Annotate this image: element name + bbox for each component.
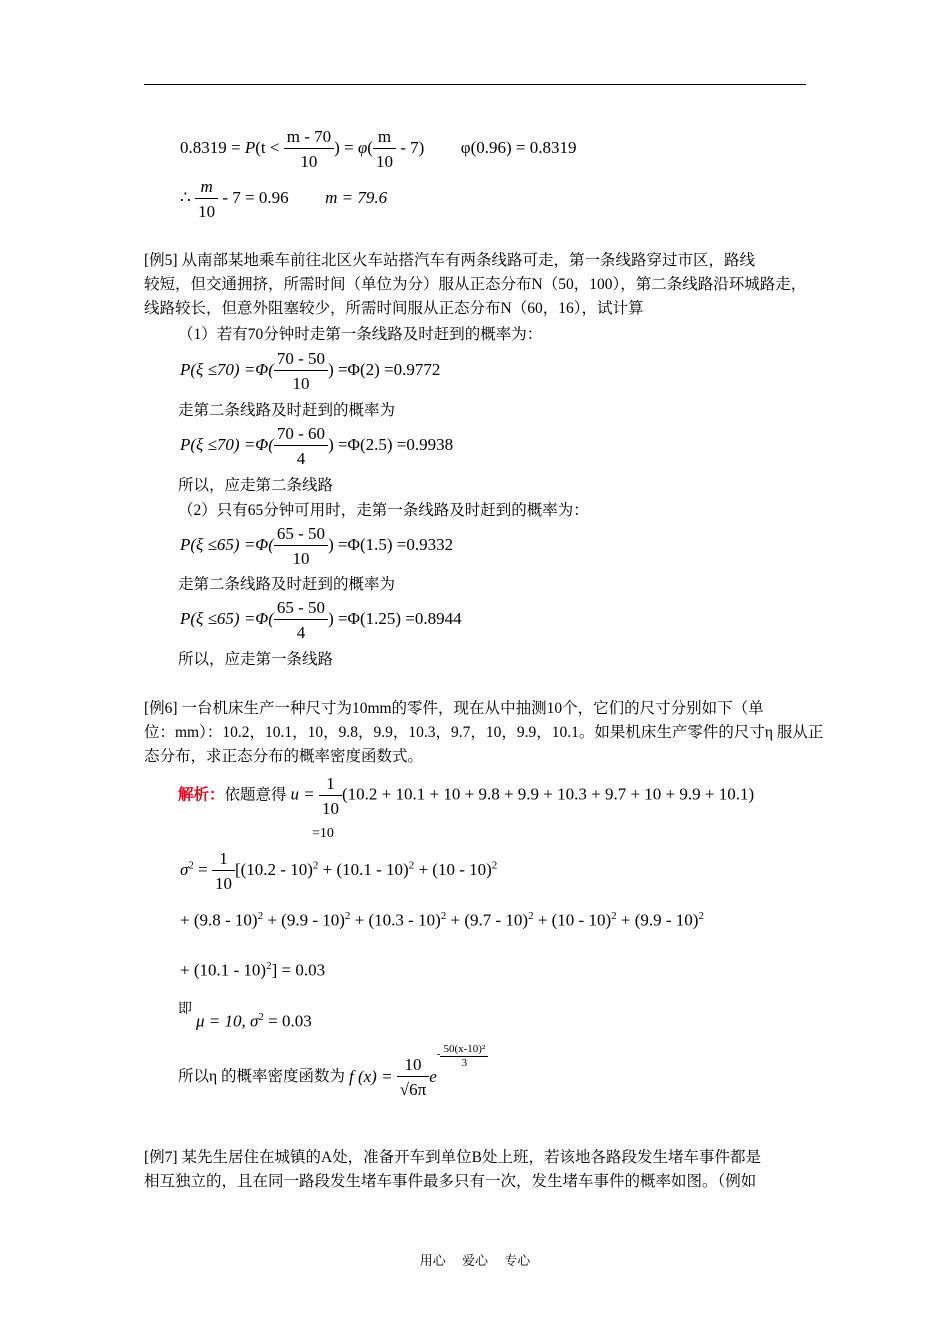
eq1-tail: - 7) <box>395 137 425 157</box>
therefore-symbol: ∴ <box>180 187 191 207</box>
eq2-num: m <box>195 178 218 199</box>
ex6-u-den: 10 <box>322 799 340 818</box>
ex5-formula4 <box>180 599 462 641</box>
ex5-second-route-1: 走第二条线路及时赶到的概率为 <box>178 402 396 419</box>
eq1-num2: m <box>373 128 396 149</box>
ex5-f1-den: 10 <box>292 374 310 393</box>
ex5-formula3 <box>180 525 453 567</box>
ex5-second-route-2: 走第二条线路及时赶到的概率为 <box>178 576 396 593</box>
sigma-symbol: σ <box>180 859 189 879</box>
ex5-f4-rhs: ) =Φ(1.25) =0.8944 <box>328 608 462 628</box>
equation-m-value <box>180 178 387 220</box>
ex6-u: u = <box>290 784 320 804</box>
ex7-line1: [例7] 某先生居住在城镇的A处，准备开车到单位B处上班，若该地各路段发生堵车事件都是 <box>144 1149 761 1166</box>
square: 2 <box>188 859 194 872</box>
ex6-line3: 态分布，求正态分布的概率密度函数式。 <box>144 748 424 765</box>
ex6-pdf-exp-den: 3 <box>461 1057 468 1069</box>
ex5-f4-lhs: P(ξ ≤65) =Φ( <box>180 608 274 628</box>
ex5-f1-rhs: ) =Φ(2) =0.9772 <box>328 359 441 379</box>
ex5-f2-num: 70 - 60 <box>274 425 328 446</box>
ex6-sig-den: 10 <box>214 874 232 893</box>
ex6-variance-row1 <box>180 850 497 892</box>
ex5-line2: 较短，但交通拥挤，所需时间（单位为分）服从正态分布N（50，100），第二条线路沿环城路走， <box>144 276 807 293</box>
eq1-p: P <box>244 137 256 157</box>
ex5-f3-den: 10 <box>292 549 310 568</box>
ex6-line1: [例6] 一台机床生产一种尺寸为10mm的零件，现在从中抽测10个，它们的尺寸分别如下（单 <box>144 700 764 717</box>
eq1-den2: 10 <box>375 152 393 171</box>
ex5-f4-num: 65 - 50 <box>274 599 328 620</box>
square: 2 <box>491 859 498 872</box>
ex6-ji: 即 <box>178 1002 192 1017</box>
ex5-f1-num: 70 - 50 <box>274 350 328 371</box>
ex5-formula1 <box>180 350 440 392</box>
ex6-mean-formula <box>178 775 754 817</box>
eq1-phi: φ <box>357 137 368 157</box>
ex6-term: ] = 0.03 <box>271 960 326 980</box>
eq2-tail: - 7 = 0.96 <box>218 187 289 207</box>
ex6-term: + (10.1 - 10) <box>180 960 267 980</box>
ex5-question2: （2）只有65分钟可用时，走第一条线路及时赶到的概率为： <box>178 502 589 519</box>
ex6-variance-row2 <box>180 910 704 931</box>
ex5-f1-lhs: P(ξ ≤70) =Φ( <box>180 359 274 379</box>
ex5-conclusion-2: 所以，应走第一条线路 <box>178 651 334 668</box>
ex5-question1: （1）若有70分钟时走第一条线路及时赶到的概率为： <box>178 326 543 343</box>
ex5-f4-den: 4 <box>296 623 306 642</box>
ex6-pdf-num: 10 <box>397 1056 429 1077</box>
ex6-variance-row3 <box>180 960 325 981</box>
eq1-t: (t < <box>255 137 284 157</box>
eq2-den: 10 <box>198 202 216 221</box>
eq1-num1: m - 70 <box>284 128 334 149</box>
ex6-pdf-minus: - <box>436 1048 441 1060</box>
eq1-mid: ) = <box>334 137 358 157</box>
ex6-term: + (9.7 - 10) <box>446 910 529 930</box>
ex5-f3-rhs: ) =Φ(1.5) =0.9332 <box>328 534 454 554</box>
ex6-u-num: 1 <box>319 775 342 796</box>
square: 2 <box>257 910 264 922</box>
ex6-pdf-intro: 所以η 的概率密度函数为 <box>178 1068 345 1085</box>
header-rule <box>144 84 806 85</box>
square: 2 <box>611 910 617 922</box>
ex6-term: + (10.3 - 10) <box>350 910 441 930</box>
ex6-result-b: = 0.03 <box>263 1011 312 1031</box>
square: 2 <box>312 859 319 872</box>
analysis-label: 解析： <box>178 786 225 804</box>
eq1-open: ( <box>367 137 373 157</box>
ex5-f2-den: 4 <box>296 449 306 468</box>
ex6-pdf <box>178 1043 488 1099</box>
ex6-term: + (9.9 - 10) <box>616 910 699 930</box>
ex6-result <box>196 1011 312 1032</box>
square: 2 <box>408 859 415 872</box>
eq1-rhs: φ(0.96) = 0.8319 <box>460 137 577 157</box>
ex6-line2: 位：mm）：10.2，10.1，10，9.8，9.9，10.3，9.7，10，9.9，10.1。如果机床生产零件的尺寸η 服从正 <box>144 724 824 741</box>
square: 2 <box>528 910 534 922</box>
ex5-formula2 <box>180 425 453 467</box>
ex6-intro: 依题意得 <box>224 786 287 804</box>
ex6-u-sum: (10.2 + 10.1 + 10 + 9.8 + 9.9 + 10.3 + 9.7 + 10 + 9.9 + 10.1) <box>342 784 755 804</box>
ex7-line2: 相互独立的，且在同一路段发生堵车事件最多只有一次，发生堵车事件的概率如图。（例如 <box>144 1173 757 1190</box>
ex6-term: + (10.1 - 10) <box>318 859 409 879</box>
ex6-sig-eq: = <box>193 859 212 879</box>
ex6-result-text: μ = 10, σ <box>196 1011 259 1031</box>
ex5-line3: 线路较长，但意外阻塞较少，所需时间服从正态分布N（60，16），试计算 <box>144 300 644 317</box>
square: 2 <box>344 910 351 922</box>
ex5-f3-lhs: P(ξ ≤65) =Φ( <box>180 534 274 554</box>
ex5-f2-lhs: P(ξ ≤70) =Φ( <box>180 434 274 454</box>
square: 2 <box>440 910 447 922</box>
eq1-den1: 10 <box>300 152 318 171</box>
ex5-conclusion-1: 所以，应走第二条线路 <box>178 477 334 494</box>
ex6-pdf-f: f (x) = <box>348 1067 397 1086</box>
ex6-pdf-den: √6π <box>399 1080 427 1099</box>
ex6-pdf-e: e <box>429 1067 437 1086</box>
ex5-line1: [例5] 从南部某地乘车前往北区火车站搭汽车有两条线路可走，第一条线路穿过市区，路线 <box>144 252 755 269</box>
ex5-f2-rhs: ) =Φ(2.5) =0.9938 <box>328 434 454 454</box>
ex6-term: + (10 - 10) <box>414 859 492 879</box>
ex6-term: + (9.8 - 10) <box>180 910 258 930</box>
square: 2 <box>258 1011 264 1023</box>
square: 2 <box>266 960 272 972</box>
equation-solve-m <box>180 128 577 170</box>
square: 2 <box>698 910 704 922</box>
ex6-term: + (10 - 10) <box>533 910 612 930</box>
eq2-m: m = 79.6 <box>325 187 388 207</box>
ex6-u-value: =10 <box>312 826 334 841</box>
ex6-term: + (9.9 - 10) <box>263 910 345 930</box>
ex5-f3-num: 65 - 50 <box>274 525 328 546</box>
eq1-lhs: 0.8319 = <box>180 137 245 157</box>
ex6-term: [(10.2 - 10) <box>234 859 313 879</box>
ex6-sig-num: 1 <box>212 850 235 871</box>
page-footer: 用心 爱心 专心 <box>419 1253 531 1268</box>
ex6-pdf-exp-num: 50(x-10)² <box>440 1044 488 1057</box>
